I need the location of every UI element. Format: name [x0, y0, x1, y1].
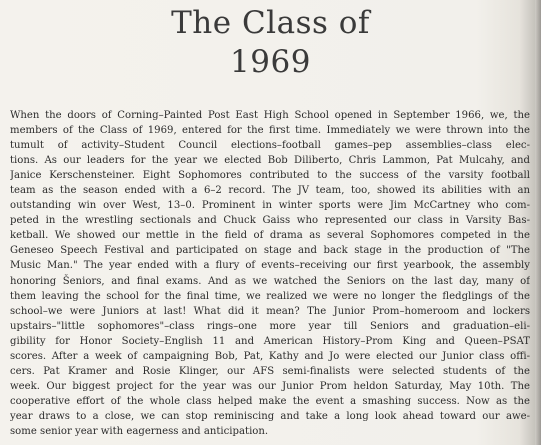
paragraph-line: tumult of activity–Student Council elections–football games–pep assemblies–class elec- — [10, 140, 530, 152]
paragraph-line: week. Our biggest project for the year was our Junior Prom heldon Saturday, May 10th. The — [10, 380, 530, 392]
paragraph-line: upstairs–"little sophomores"–class rings–one more year till Seniors and graduation–eli- — [10, 320, 530, 332]
paragraph-line: honoring Šeniors, and final exams. And as we watched the Seniors on the last day, many of — [10, 275, 530, 287]
page-title-line-2: 1969 — [230, 44, 311, 80]
paragraph-line: team as the season ended with a 6–2 record. The JV team, too, showed its abilities with an — [10, 185, 530, 197]
paragraph-line: year draws to a close, we can stop reminiscing and take a long look ahead toward our awe- — [10, 410, 530, 422]
page-binding-edge — [535, 0, 541, 445]
class-history-paragraph — [10, 108, 530, 439]
paragraph-line: school–we were Juniors at last! What did it mean? The Junior Prom–homeroom and lockers — [10, 305, 530, 317]
paragraph-line: tions. As our leaders for the year we elected Bob Diliberto, Chris Lammon, Pat Mulcahy, and — [10, 155, 530, 167]
paragraph-line: peted in the wrestling sectionals and Chuck Gaiss who represented our class in Varsity Bas- — [10, 215, 530, 227]
paragraph-line: members of the Class of 1969, entered for the first time. Immediately we were thrown into the — [10, 125, 530, 137]
paragraph-line: gibility for Honor Society–English 11 and American History–Prom King and Queen–PSAT — [10, 335, 530, 347]
paragraph-line: outstanding win over West, 13–0. Prominent in winter sports were Jim McCartney who com- — [10, 200, 530, 212]
paragraph-line: cooperative effort of the whole class helped make the event a smashing success. Now as the — [10, 395, 530, 407]
paragraph-line: Music Man." The year ended with a flury of events–receiving our first yearbook, the assembly — [10, 260, 530, 272]
paragraph-line: When the doors of Corning–Painted Post East High School opened in September 1966, we, the — [10, 110, 530, 121]
paragraph-line: Janice Kerschensteiner. Eight Sophomores contributed to the success of the varsity football — [10, 170, 530, 182]
paragraph-line: them leaving the school for the final time, we realized we were no longer the fledglings of the — [10, 290, 530, 302]
paragraph-line: ketball. We showed our mettle in the field of drama as several Sophomores competed in the — [10, 230, 530, 242]
page-title-line-1: The Class of — [171, 5, 370, 41]
paragraph-line: scores. After a week of campaigning Bob, Pat, Kathy and Jo were elected our Junior class offi- — [10, 350, 530, 362]
paragraph-line: some senior year with eagerness and anticipation. — [10, 425, 269, 437]
paragraph-line: Geneseo Speech Festival and participated on stage and back stage in the production of "The — [10, 245, 530, 257]
paragraph-line: cers. Pat Kramer and Rosie Klinger, our AFS semi-finalists were selected students of the — [10, 365, 530, 377]
